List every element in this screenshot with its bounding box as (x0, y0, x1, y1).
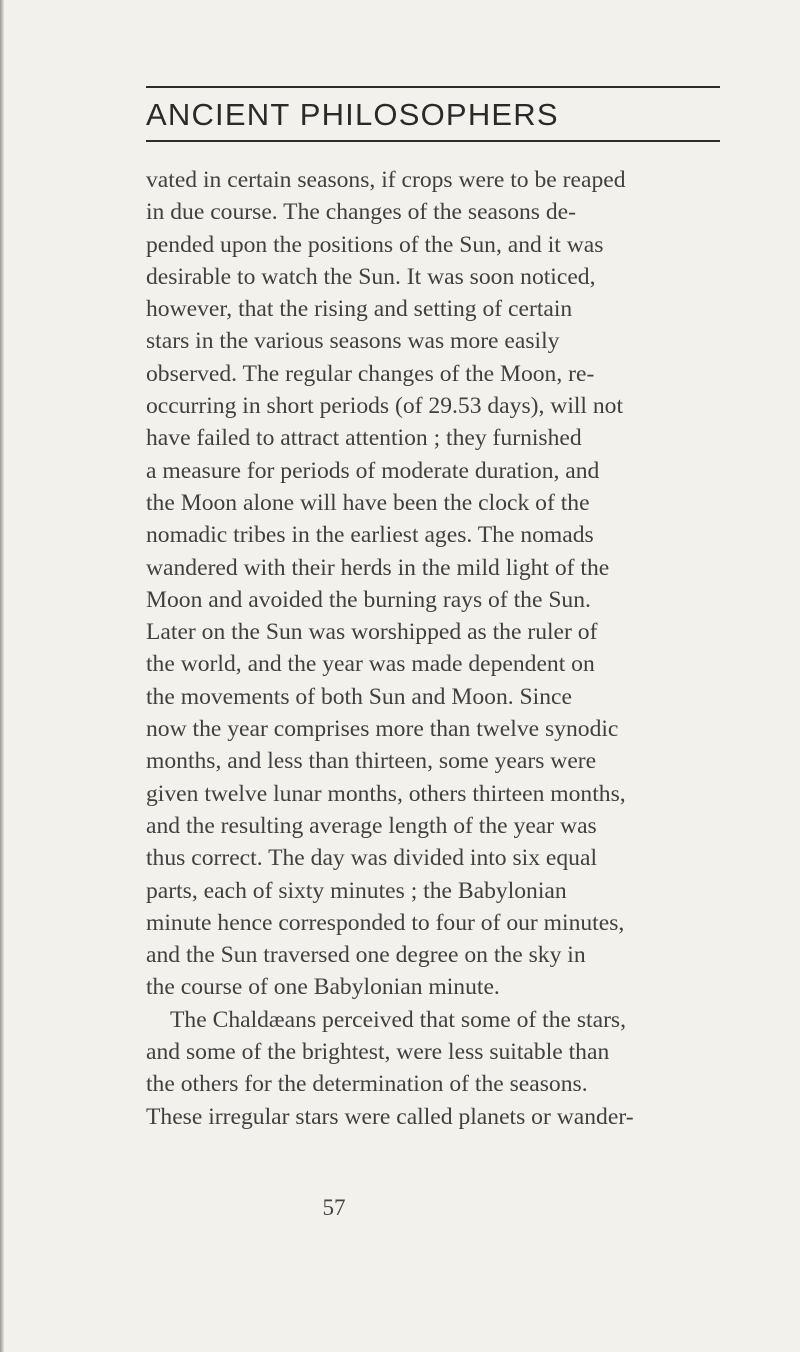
text-line: and some of the brightest, were less suitable than (146, 1039, 610, 1066)
text-line: minute hence corresponded to four of our minutes, (146, 909, 625, 936)
page-left-edge (0, 0, 4, 1352)
text-line: vated in certain seasons, if crops were to be reaped (146, 167, 626, 193)
text-line: months, and less than thirteen, some years were (146, 748, 597, 775)
text-line: and the resulting average length of the year was (146, 812, 597, 839)
text-line: the world, and the year was made dependent on (146, 651, 595, 678)
text-line: however, that the rising and setting of certain (146, 296, 573, 323)
text-line: observed. The regular changes of the Moon, re- (146, 360, 595, 387)
text-line: a measure for periods of moderate duration, and (146, 457, 600, 484)
text-line: and the Sun traversed one degree on the sky in (146, 942, 586, 969)
text-line: These irregular stars were called planets or wander- (146, 1103, 634, 1130)
header-rule-bottom (146, 140, 720, 142)
text-line: occurring in short periods (of 29.53 days), will not (146, 393, 624, 420)
paragraph-start-line: The Chaldæans perceived that some of the stars, (170, 1006, 627, 1033)
running-head: ANCIENT PHILOSOPHERS (146, 97, 559, 132)
text-line: have failed to attract attention ; they furnished (146, 425, 582, 452)
text-line: now the year comprises more than twelve synodic (146, 716, 619, 743)
text-line: the Moon alone will have been the clock of the (146, 489, 590, 516)
text-line: wandered with their herds in the mild light of the (146, 554, 610, 581)
page-number-container (0, 1193, 800, 1223)
text-line: parts, each of sixty minutes ; the Babylonian (146, 877, 567, 904)
text-line: nomadic tribes in the earliest ages. The nomads (146, 522, 594, 549)
page-number: 57 (322, 1195, 346, 1220)
body-text (146, 164, 726, 1133)
text-line: Later on the Sun was worshipped as the ruler of (146, 619, 598, 646)
text-line: thus correct. The day was divided into six equal (146, 845, 598, 872)
text-line: the course of one Babylonian minute. (146, 974, 500, 1001)
text-line: Moon and avoided the burning rays of the Sun. (146, 586, 591, 613)
header-rule-top (146, 86, 720, 88)
text-line: in due course. The changes of the seasons de- (146, 199, 577, 226)
text-line: pended upon the positions of the Sun, and it was (146, 231, 604, 258)
text-line: the others for the determination of the seasons. (146, 1071, 588, 1098)
text-line: desirable to watch the Sun. It was soon noticed, (146, 263, 596, 290)
text-line: stars in the various seasons was more easily (146, 328, 560, 355)
text-line: the movements of both Sun and Moon. Since (146, 683, 572, 710)
text-line: given twelve lunar months, others thirteen months, (146, 780, 626, 807)
